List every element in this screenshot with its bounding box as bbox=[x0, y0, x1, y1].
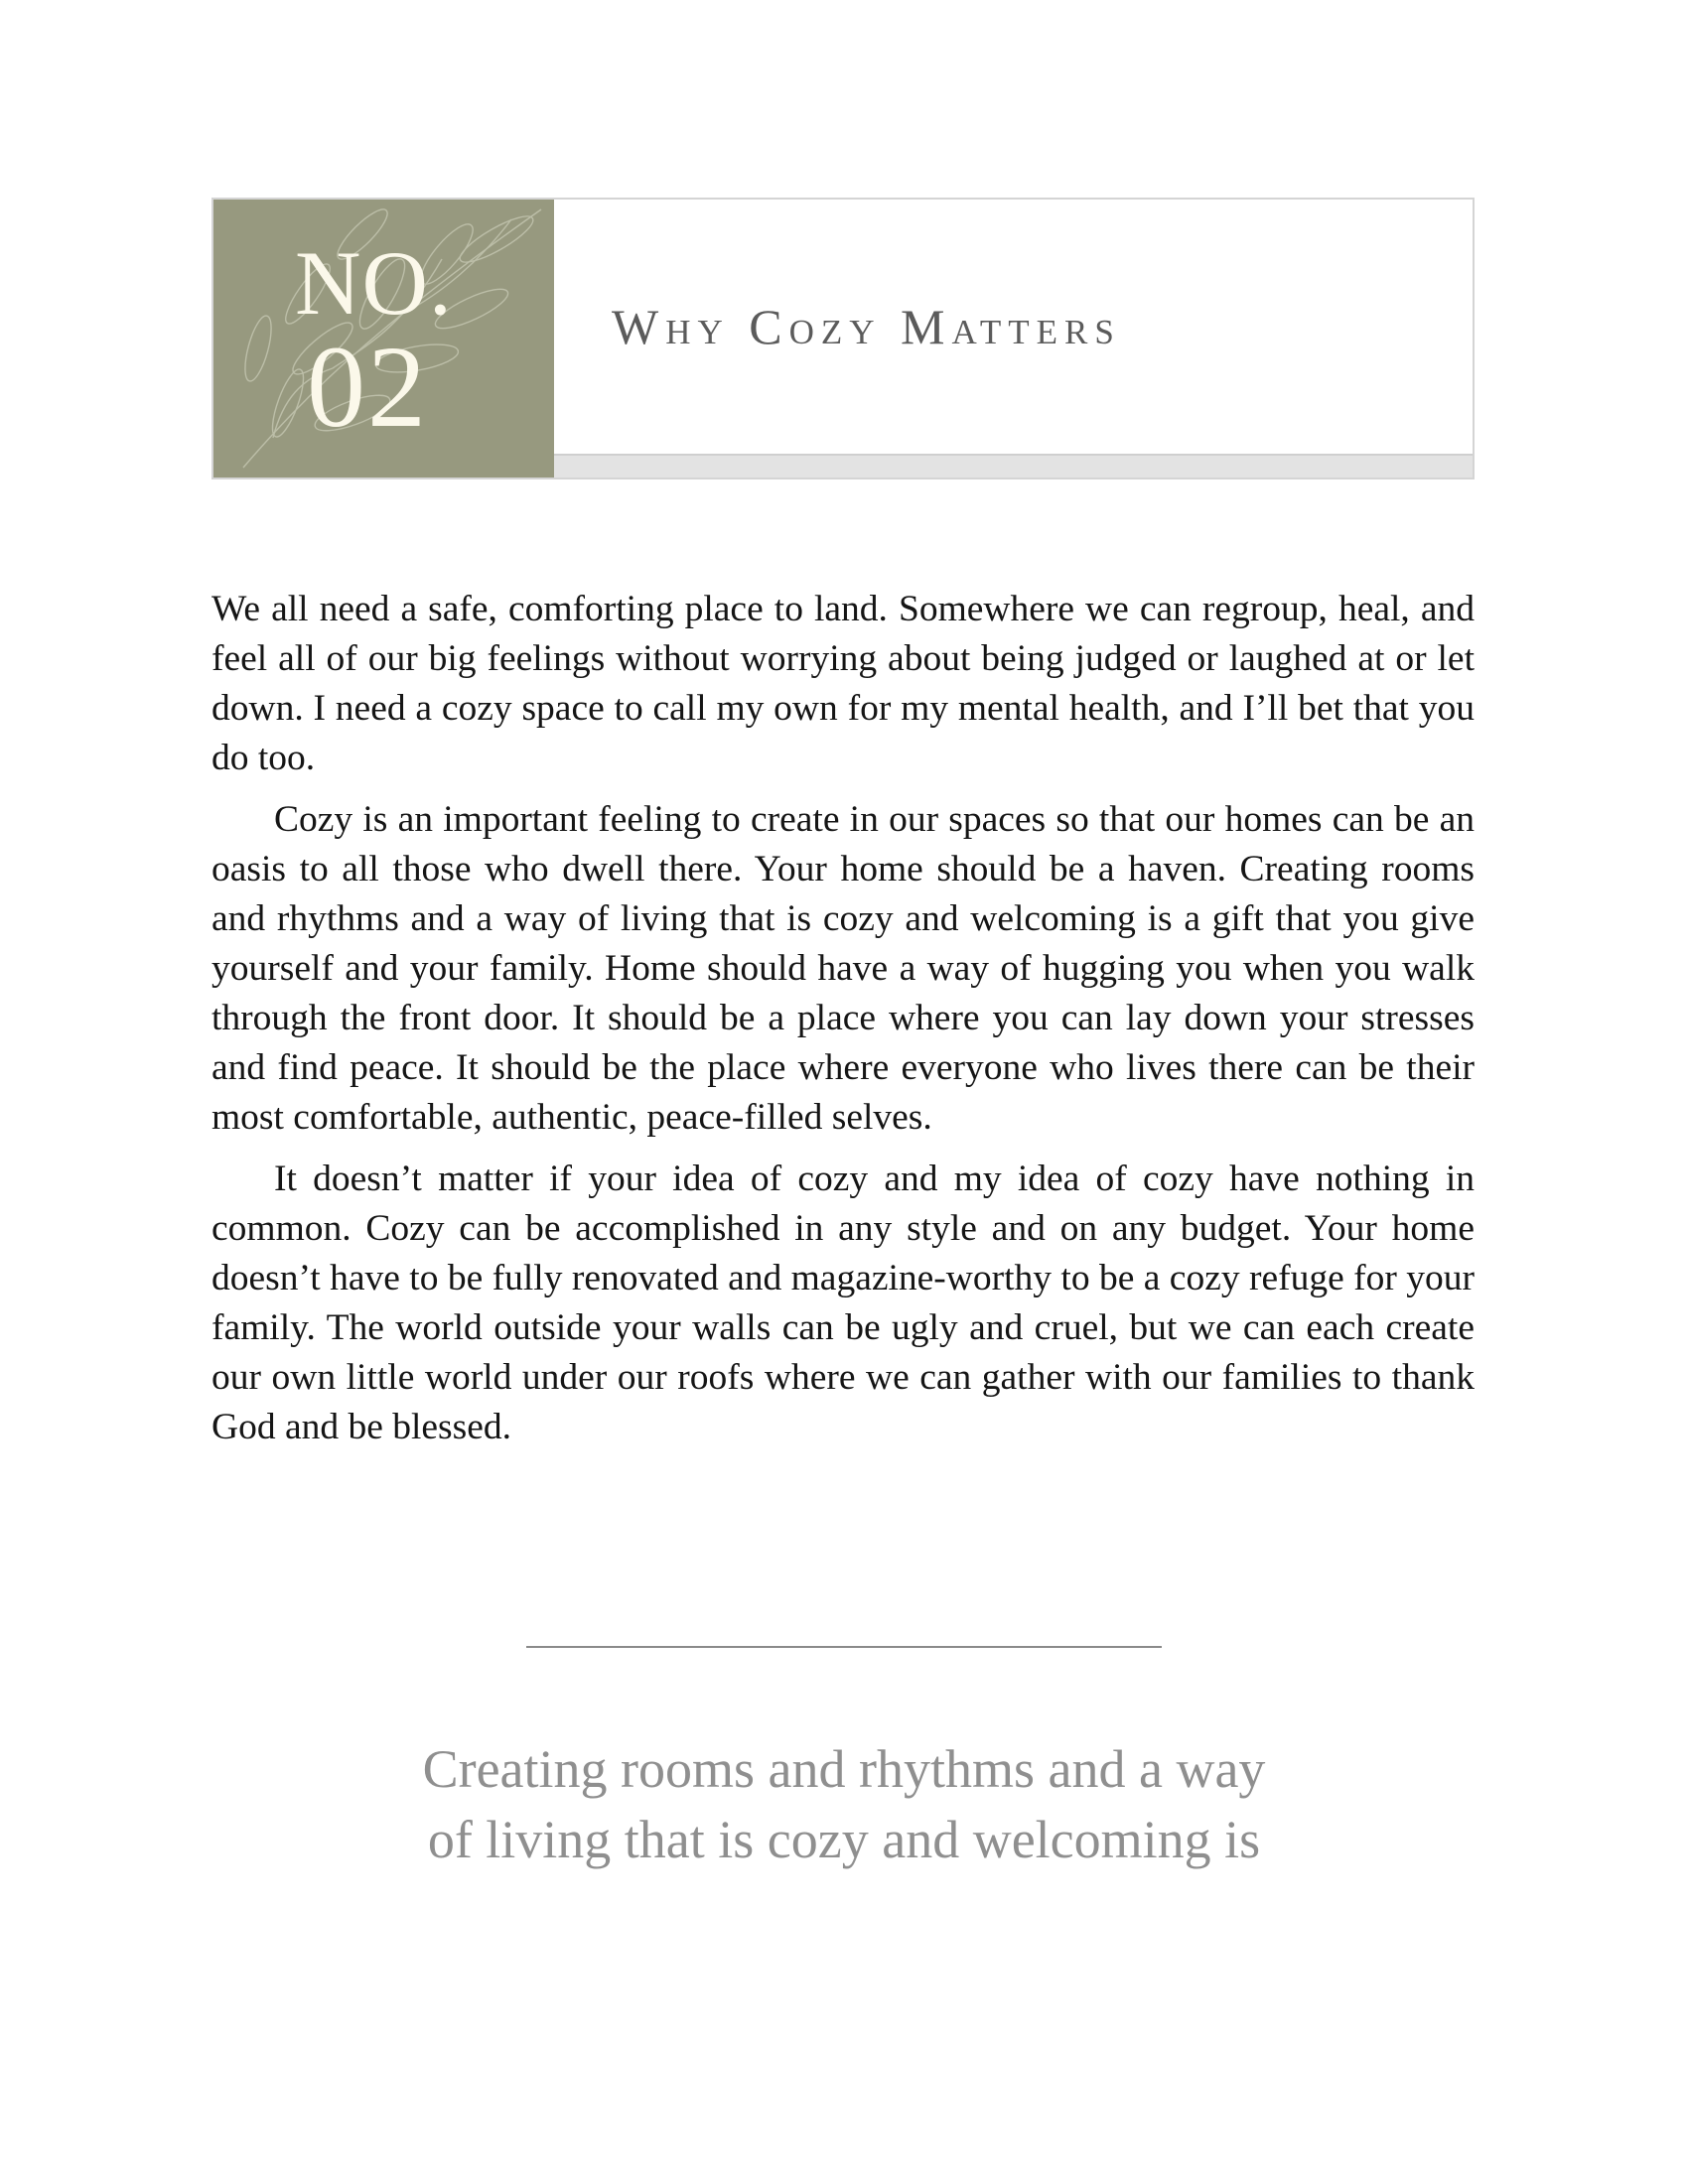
chapter-title-area bbox=[554, 200, 1473, 456]
chapter-title: Why Cozy Matters bbox=[612, 299, 1121, 354]
pull-quote-line: of living that is cozy and welcoming is bbox=[427, 1810, 1261, 1869]
chapter-header bbox=[211, 198, 1475, 479]
paragraph: We all need a safe, comforting place to land. Somewhere we can regroup, heal, and feel all of our big feelings without worrying about being judged or laughed at or let down. I need a cozy space to call my own for my mental health, and I’ll bet that you do too. bbox=[211, 589, 1475, 778]
pull-quote-line: Creating rooms and rhythms and a way bbox=[422, 1739, 1266, 1799]
header-underbar bbox=[554, 454, 1473, 478]
body-text bbox=[211, 585, 1475, 1464]
chapter-number-label: NO. bbox=[295, 232, 453, 334]
paragraph: It doesn’t matter if your idea of cozy and my idea of cozy have nothing in common. Cozy can be accomplished in any style and on any budget. Your home doesn’t have to be fully renovated and magazine-worthy to be a cozy refuge for your family. The world outside your walls can be ugly and cruel, but we can each create our own little world under our roofs where we can gather with our families to thank God and be blessed. bbox=[211, 1159, 1475, 1447]
section-divider bbox=[526, 1646, 1162, 1648]
chapter-number-block bbox=[213, 200, 554, 478]
chapter-number: 02 bbox=[307, 322, 428, 452]
paragraph: Cozy is an important feeling to create in our spaces so that our homes can be an oasis to all those who dwell there. Your home should be a haven. Creating rooms and rhythms and a way of living that is cozy and welcoming is a gift that you give yourself and your family. Home should have a way of hugging you when you walk through the front door. It should be a place where you can lay down your stresses and find peace. It should be the place where everyone who lives there can be their most comfortable, authentic, peace-filled selves. bbox=[211, 799, 1475, 1138]
pull-quote bbox=[278, 1734, 1410, 1875]
